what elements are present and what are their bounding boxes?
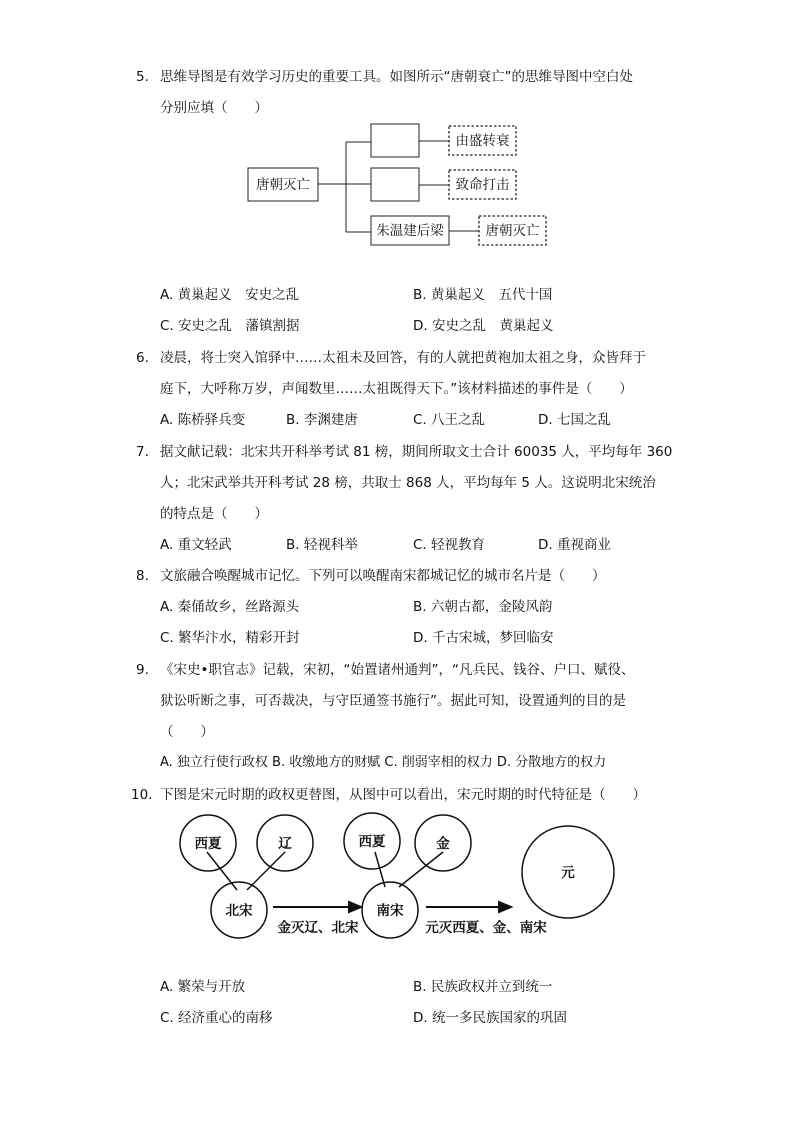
label-yuan: 元: [561, 865, 575, 881]
q10-option-b[interactable]: B. 民族政权并立到统一: [413, 979, 553, 995]
label-beisong: 北宋: [225, 903, 253, 919]
q7-stem-line2: 人；北宋武举共开科考试 28 榜，共取士 868 人，平均每年 5 人。这说明北宋统治: [160, 475, 656, 491]
q5-option-a[interactable]: A. 黄巢起义 安史之乱: [160, 287, 300, 303]
q9-stem-line1: 《宋史•职官志》记载，宋初，“始置诸州通判”，“凡兵民、钱谷、户口、赋役、: [160, 662, 635, 678]
q7-option-a[interactable]: A. 重文轻武: [160, 537, 232, 553]
mind-map-leaf1-label: 由盛转衰: [455, 133, 510, 149]
q6-option-d[interactable]: D. 七国之乱: [538, 412, 611, 428]
label-nansong: 南宋: [376, 903, 404, 919]
q6-stem-line2: 庭下，大呼称万岁，声闻数里……太祖既得天下。”该材料描述的事件是（ ）: [160, 381, 633, 397]
q10-option-d[interactable]: D. 统一多民族国家的巩固: [413, 1010, 567, 1026]
q7-number: 7.: [136, 444, 149, 460]
q7-option-c[interactable]: C. 轻视教育: [413, 537, 486, 553]
q7-stem-line1: 据文献记载：北宋共开科举考试 81 榜，期间所取文士合计 60035 人，平均每年 360: [160, 444, 673, 460]
q6-stem-line1: 凌晨，将士突入馆驿中……太祖未及回答，有的人就把黄袍加太祖之身，众皆拜于: [160, 350, 646, 366]
q5-stem-line1: 思维导图是有效学习历史的重要工具。如图所示“唐朝衰亡”的思维导图中空白处: [160, 69, 633, 85]
q8-option-b[interactable]: B. 六朝古都，金陵风韵: [413, 599, 553, 615]
label-jin: 金: [436, 836, 450, 852]
q5-option-c[interactable]: C. 安史之乱 藩镇割据: [160, 318, 300, 334]
q5-mind-map: [240, 118, 560, 250]
label-xixia-2: 西夏: [358, 834, 386, 850]
q8-stem-line1: 文旅融合唤醒城市记忆。下列可以唤醒南宋都城记忆的城市名片是（ ）: [160, 568, 606, 584]
q8-option-a[interactable]: A. 秦俑故乡，丝路源头: [160, 599, 300, 615]
q8-number: 8.: [136, 568, 149, 584]
q7-stem-line3: 的特点是（ ）: [160, 506, 268, 522]
q5-option-b[interactable]: B. 黄巢起义 五代十国: [413, 287, 553, 303]
q10-regime-diagram: [175, 808, 625, 943]
arrow-head-1: [349, 902, 361, 912]
q9-number: 9.: [136, 662, 149, 678]
q6-option-b[interactable]: B. 李渊建唐: [286, 412, 358, 428]
q8-option-c[interactable]: C. 繁华汴水，精彩开封: [160, 630, 300, 646]
q10-option-c[interactable]: C. 经济重心的南移: [160, 1010, 273, 1026]
q10-option-a[interactable]: A. 繁荣与开放: [160, 979, 246, 995]
q6-option-c[interactable]: C. 八王之乱: [413, 412, 486, 428]
label-arrow1: 金灭辽、北宋: [277, 920, 359, 936]
q8-option-d[interactable]: D. 千古宋城，梦回临安: [413, 630, 554, 646]
q10-number: 10.: [131, 787, 153, 803]
q7-option-b[interactable]: B. 轻视科举: [286, 537, 358, 553]
q10-stem-line1: 下图是宋元时期的政权更替图，从图中可以看出，宋元时期的时代特征是（ ）: [160, 787, 646, 803]
label-arrow2: 元灭西夏、金、南宋: [425, 920, 547, 936]
mind-map-blank-box-2: [371, 168, 419, 201]
q6-option-a[interactable]: A. 陈桥驿兵变: [160, 412, 246, 428]
mind-map-blank-box-1: [371, 124, 419, 157]
q9-options[interactable]: A. 独立行使行政权 B. 收缴地方的财赋 C. 削弱宰相的权力 D. 分散地方的权力: [160, 755, 607, 770]
mind-map-node3-label: 朱温建后梁: [376, 223, 444, 239]
q9-stem-line2: 狱讼听断之事，可否裁决，与守臣通签书施行”。据此可知，设置通判的目的是: [160, 693, 626, 709]
q6-number: 6.: [136, 350, 149, 366]
q7-option-d[interactable]: D. 重视商业: [538, 537, 611, 553]
label-xixia-1: 西夏: [194, 836, 222, 852]
q5-option-d[interactable]: D. 安史之乱 黄巢起义: [413, 318, 554, 334]
mind-map-leaf2-label: 致命打击: [455, 177, 510, 193]
q5-number: 5.: [136, 69, 149, 85]
q5-stem-line2: 分别应填（ ）: [160, 100, 268, 116]
label-liao: 辽: [278, 836, 292, 852]
mind-map-root-label: 唐朝灭亡: [256, 177, 310, 193]
q9-stem-line3: （ ）: [160, 724, 214, 740]
mind-map-leaf3-label: 唐朝灭亡: [485, 223, 540, 239]
arrow-head-2: [499, 902, 511, 912]
